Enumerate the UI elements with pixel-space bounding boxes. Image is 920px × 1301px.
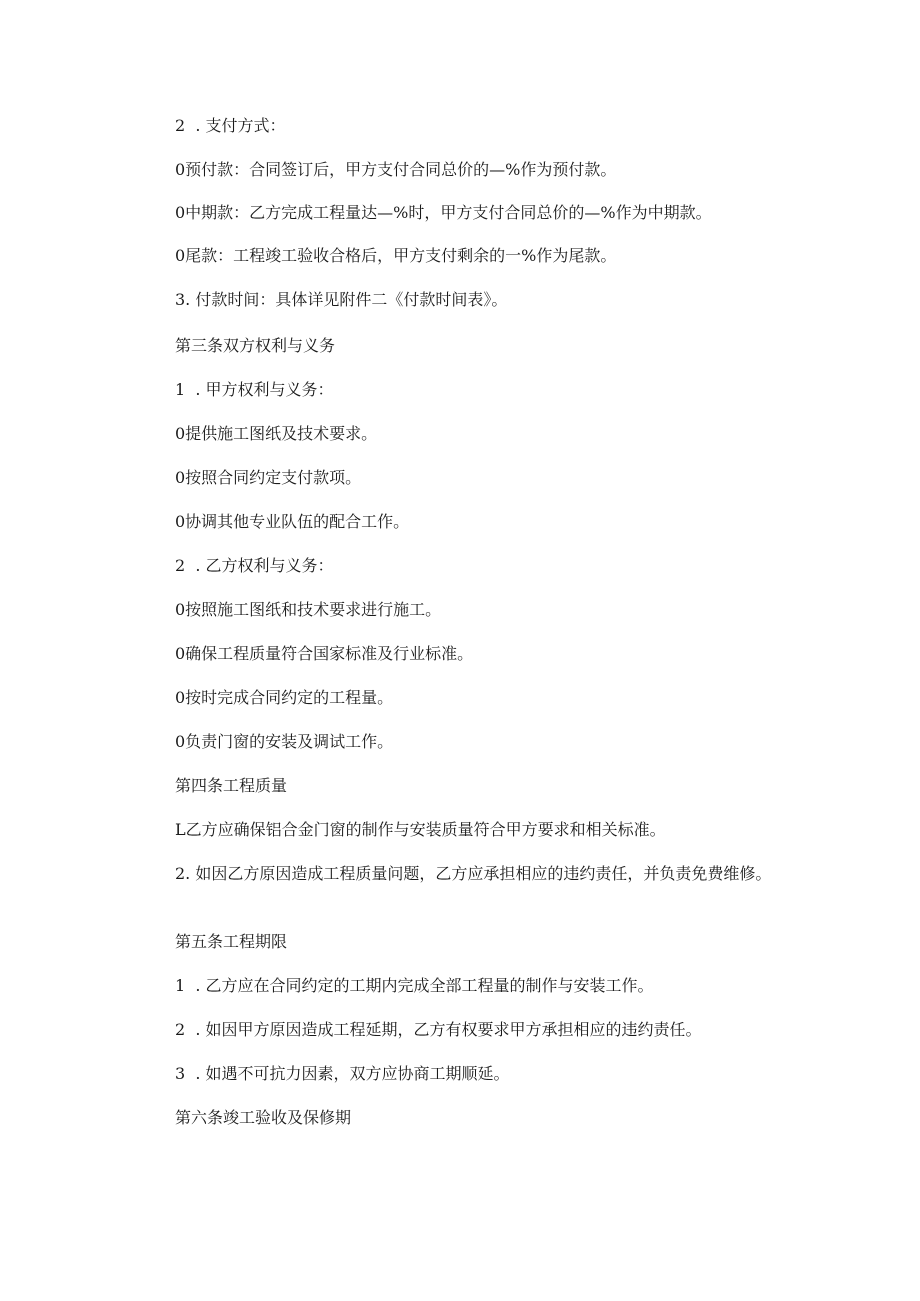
advance-payment-item: 0预付款：合同签订后，甲方支付合同总价的—%作为预付款。 [175,160,617,179]
payment-time-item: 3. 付款时间：具体详见附件二《付款时间表》。 [175,290,508,309]
party-a-item-3: 0协调其他专业队伍的配合工作。 [175,512,410,531]
party-a-rights-heading: 1 . 甲方权利与义务： [175,380,334,399]
article-5-heading: 第五条工程期限 [175,932,288,951]
article-6-heading: 第六条竣工验收及保修期 [175,1108,352,1127]
article-3-heading: 第三条双方权利与义务 [175,336,336,355]
quality-item-2: 2. 如因乙方原因造成工程质量问题，乙方应承担相应的违约责任，并负责免费维修。 [175,864,772,883]
party-b-rights-heading: 2 . 乙方权利与义务： [175,556,334,575]
party-a-item-2: 0按照合同约定支付款项。 [175,468,362,487]
term-item-2: 2 . 如因甲方原因造成工程延期，乙方有权要求甲方承担相应的违约责任。 [175,1020,702,1039]
party-b-item-1: 0按照施工图纸和技术要求进行施工。 [175,600,442,619]
interim-payment-item: 0中期款：乙方完成工程量达—%时，甲方支付合同总价的—%作为中期款。 [175,203,712,222]
party-a-item-1: 0提供施工图纸及技术要求。 [175,424,378,443]
term-item-1: 1 . 乙方应在合同约定的工期内完成全部工程量的制作与安装工作。 [175,976,654,995]
final-payment-item: 0尾款：工程竣工验收合格后，甲方支付剩余的一%作为尾款。 [175,246,617,265]
party-b-item-3: 0按时完成合同约定的工程量。 [175,688,394,707]
party-b-item-4: 0负责门窗的安装及调试工作。 [175,732,394,751]
payment-method-heading: 2 . 支付方式： [175,116,286,135]
party-b-item-2: 0确保工程质量符合国家标准及行业标准。 [175,644,474,663]
quality-item-1: L乙方应确保铝合金门窗的制作与安装质量符合甲方要求和相关标准。 [175,820,666,839]
term-item-3: 3 . 如遇不可抗力因素，双方应协商工期顺延。 [175,1064,510,1083]
article-4-heading: 第四条工程质量 [175,776,288,795]
